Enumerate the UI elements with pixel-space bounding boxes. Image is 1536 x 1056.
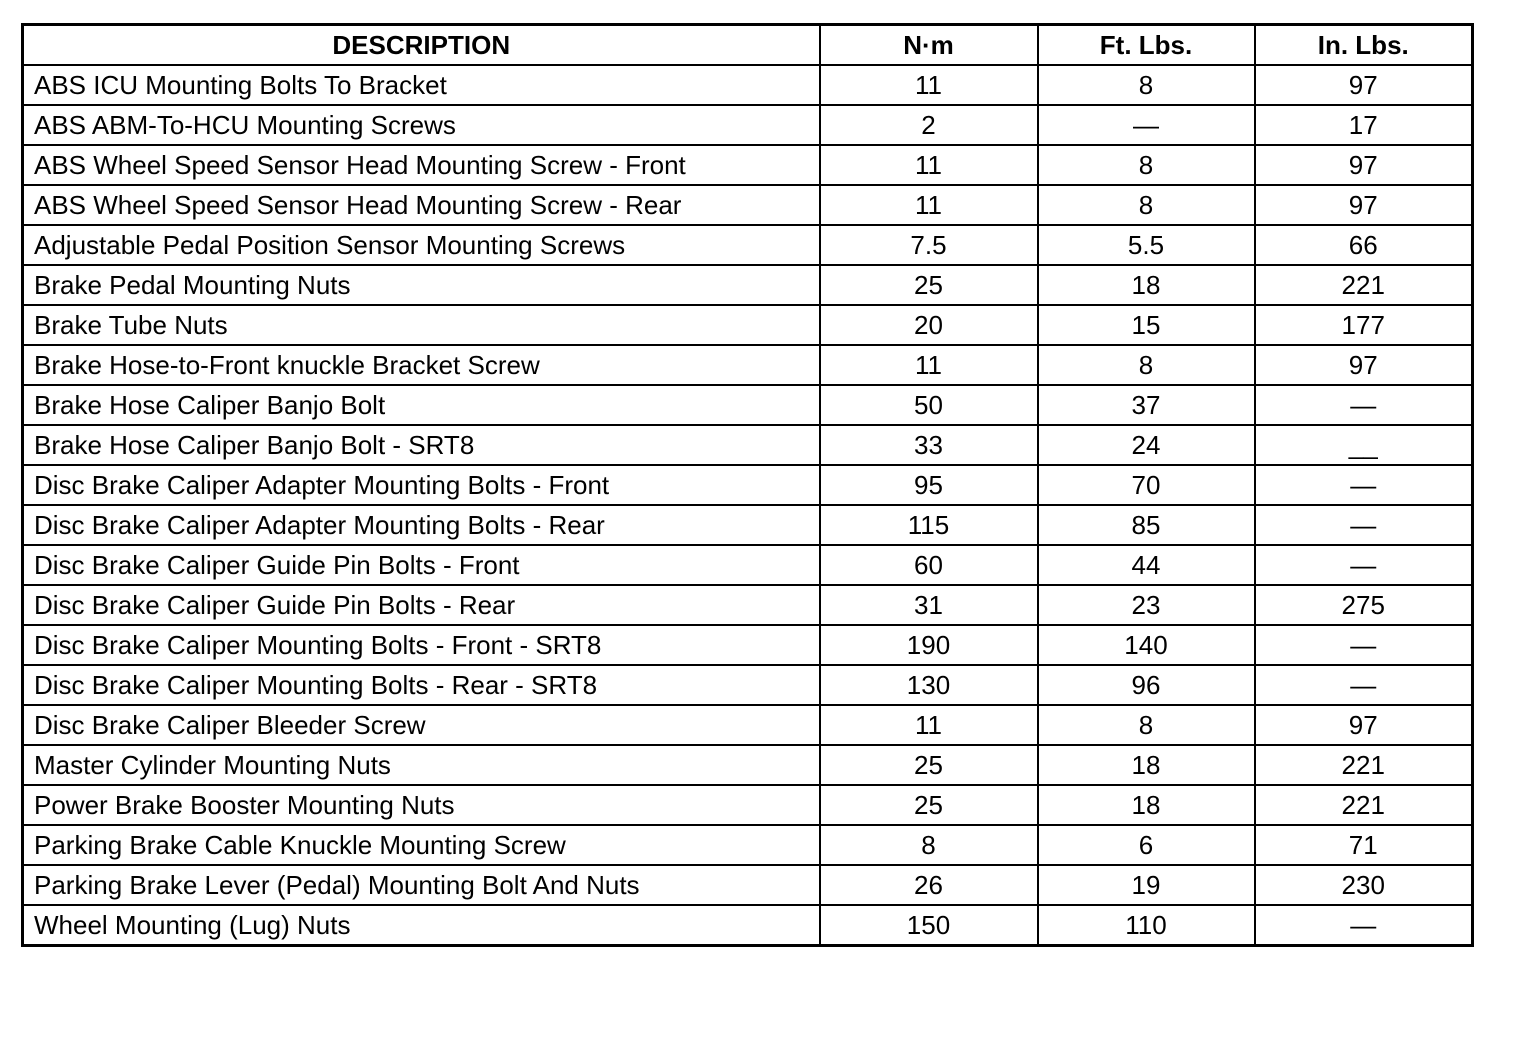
cell-ft-lbs: 18 [1038,265,1255,305]
cell-nm: 25 [820,745,1038,785]
cell-ft-lbs: 70 [1038,465,1255,505]
cell-in-lbs: 97 [1255,65,1473,105]
cell-ft-lbs: 8 [1038,65,1255,105]
header-in-lbs: In. Lbs. [1255,25,1473,66]
cell-nm: 115 [820,505,1038,545]
cell-in-lbs: 177 [1255,305,1473,345]
header-row [23,25,1473,66]
cell-nm: 25 [820,265,1038,305]
cell-in-lbs: 97 [1255,185,1473,225]
cell-description: Disc Brake Caliper Adapter Mounting Bolts - Rear [23,505,820,545]
table-row [23,65,1473,105]
table-row [23,385,1473,425]
cell-description: Disc Brake Caliper Guide Pin Bolts - Rear [23,585,820,625]
cell-description: Brake Hose Caliper Banjo Bolt [23,385,820,425]
cell-in-lbs: — [1255,665,1473,705]
cell-in-lbs: 275 [1255,585,1473,625]
cell-description: Adjustable Pedal Position Sensor Mounting Screws [23,225,820,265]
cell-ft-lbs: 140 [1038,625,1255,665]
table-row [23,745,1473,785]
cell-in-lbs: 221 [1255,785,1473,825]
cell-nm: 11 [820,185,1038,225]
table-row [23,305,1473,345]
cell-nm: 11 [820,65,1038,105]
cell-nm: 150 [820,905,1038,946]
cell-ft-lbs: 37 [1038,385,1255,425]
cell-nm: 60 [820,545,1038,585]
cell-ft-lbs: 8 [1038,145,1255,185]
table-row [23,625,1473,665]
cell-nm: 2 [820,105,1038,145]
cell-ft-lbs: 8 [1038,185,1255,225]
cell-ft-lbs: 19 [1038,865,1255,905]
table-row [23,825,1473,865]
cell-nm: 7.5 [820,225,1038,265]
cell-description: Parking Brake Lever (Pedal) Mounting Bolt And Nuts [23,865,820,905]
table-row [23,425,1473,465]
table-body [23,65,1473,946]
cell-description: Parking Brake Cable Knuckle Mounting Screw [23,825,820,865]
table-row [23,345,1473,385]
cell-ft-lbs: 44 [1038,545,1255,585]
table-row [23,465,1473,505]
cell-in-lbs: — [1255,465,1473,505]
cell-in-lbs: __ [1255,425,1473,465]
cell-nm: 8 [820,825,1038,865]
cell-nm: 190 [820,625,1038,665]
cell-nm: 26 [820,865,1038,905]
cell-nm: 11 [820,705,1038,745]
cell-in-lbs: 221 [1255,745,1473,785]
table-row [23,545,1473,585]
cell-in-lbs: 97 [1255,345,1473,385]
cell-description: ABS ABM-To-HCU Mounting Screws [23,105,820,145]
table-row [23,905,1473,946]
table-row [23,145,1473,185]
cell-description: Brake Tube Nuts [23,305,820,345]
cell-nm: 130 [820,665,1038,705]
cell-ft-lbs: 24 [1038,425,1255,465]
cell-ft-lbs: 23 [1038,585,1255,625]
cell-nm: 33 [820,425,1038,465]
cell-in-lbs: — [1255,545,1473,585]
cell-ft-lbs: 6 [1038,825,1255,865]
table-row [23,665,1473,705]
cell-in-lbs: 71 [1255,825,1473,865]
cell-in-lbs: 66 [1255,225,1473,265]
header-ft-lbs: Ft. Lbs. [1038,25,1255,66]
cell-description: Brake Hose Caliper Banjo Bolt - SRT8 [23,425,820,465]
cell-in-lbs: — [1255,905,1473,946]
table-row [23,185,1473,225]
cell-ft-lbs: 85 [1038,505,1255,545]
table-row [23,585,1473,625]
cell-description: Disc Brake Caliper Guide Pin Bolts - Front [23,545,820,585]
cell-description: ABS Wheel Speed Sensor Head Mounting Screw - Front [23,145,820,185]
cell-in-lbs: — [1255,625,1473,665]
cell-description: Master Cylinder Mounting Nuts [23,745,820,785]
table-row [23,705,1473,745]
table-row [23,225,1473,265]
cell-ft-lbs: — [1038,105,1255,145]
cell-in-lbs: 230 [1255,865,1473,905]
cell-in-lbs: — [1255,505,1473,545]
table-row [23,505,1473,545]
table-row [23,865,1473,905]
torque-spec-table [21,23,1474,947]
cell-description: ABS ICU Mounting Bolts To Bracket [23,65,820,105]
cell-ft-lbs: 18 [1038,745,1255,785]
cell-nm: 11 [820,345,1038,385]
cell-ft-lbs: 110 [1038,905,1255,946]
cell-ft-lbs: 96 [1038,665,1255,705]
cell-ft-lbs: 8 [1038,705,1255,745]
cell-nm: 50 [820,385,1038,425]
cell-nm: 20 [820,305,1038,345]
cell-description: Brake Pedal Mounting Nuts [23,265,820,305]
cell-nm: 95 [820,465,1038,505]
header-description: DESCRIPTION [23,25,820,66]
table-row [23,265,1473,305]
cell-in-lbs: 97 [1255,705,1473,745]
cell-nm: 31 [820,585,1038,625]
table-row [23,105,1473,145]
cell-ft-lbs: 8 [1038,345,1255,385]
cell-description: Brake Hose-to-Front knuckle Bracket Screw [23,345,820,385]
table-row [23,785,1473,825]
cell-ft-lbs: 15 [1038,305,1255,345]
header-nm: N·m [820,25,1038,66]
cell-description: Power Brake Booster Mounting Nuts [23,785,820,825]
cell-in-lbs: 221 [1255,265,1473,305]
cell-in-lbs: 97 [1255,145,1473,185]
cell-description: Disc Brake Caliper Mounting Bolts - Rear - SRT8 [23,665,820,705]
cell-description: Wheel Mounting (Lug) Nuts [23,905,820,946]
cell-description: Disc Brake Caliper Adapter Mounting Bolts - Front [23,465,820,505]
cell-description: Disc Brake Caliper Bleeder Screw [23,705,820,745]
cell-nm: 25 [820,785,1038,825]
cell-ft-lbs: 5.5 [1038,225,1255,265]
cell-in-lbs: 17 [1255,105,1473,145]
cell-description: ABS Wheel Speed Sensor Head Mounting Screw - Rear [23,185,820,225]
cell-description: Disc Brake Caliper Mounting Bolts - Front - SRT8 [23,625,820,665]
cell-nm: 11 [820,145,1038,185]
cell-in-lbs: — [1255,385,1473,425]
cell-ft-lbs: 18 [1038,785,1255,825]
